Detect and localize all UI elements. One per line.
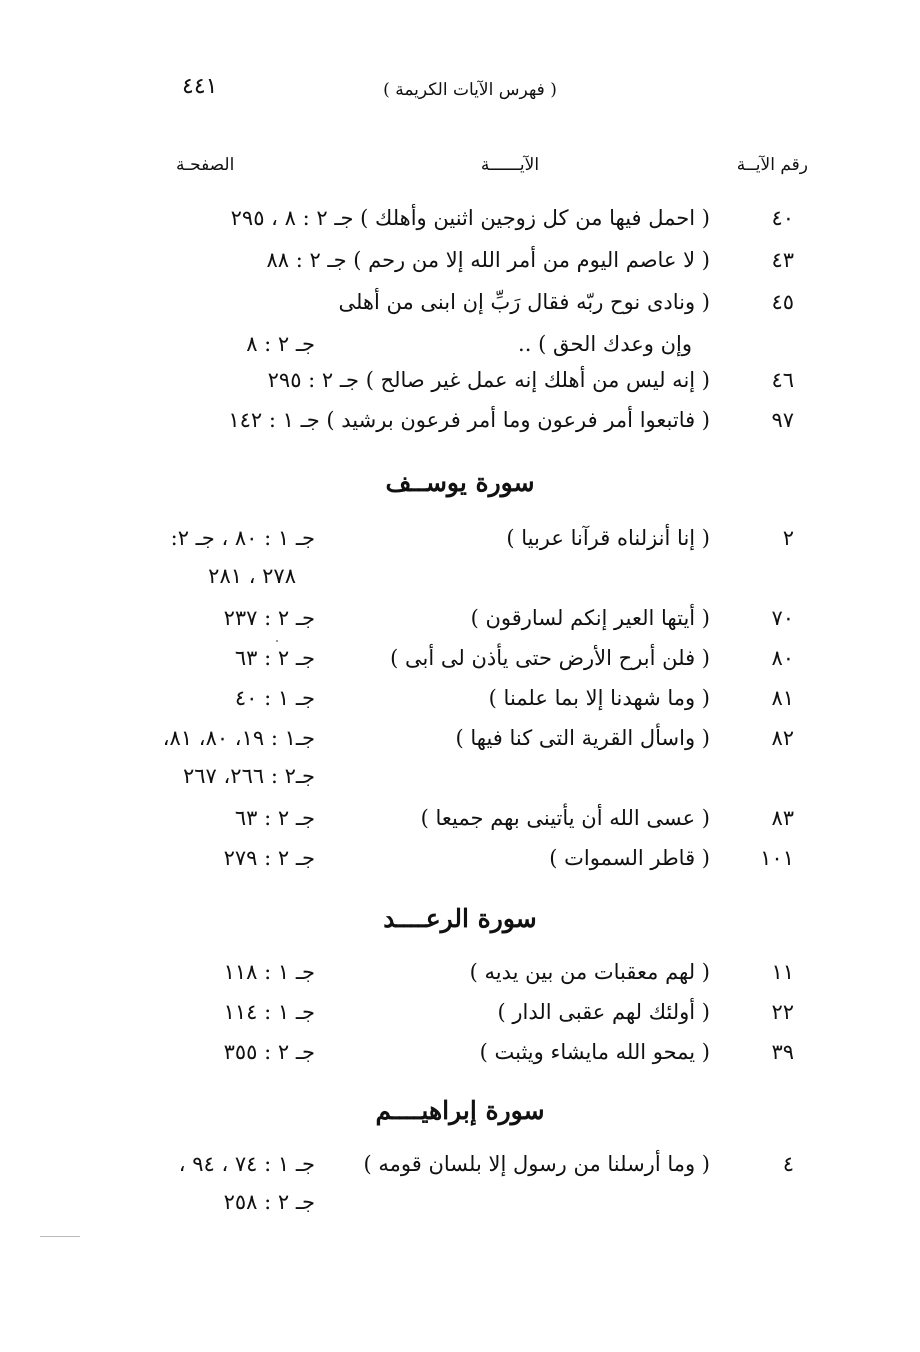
index-row (0, 646, 920, 686)
page-reference: جـ ٢ : ٦٣ (234, 646, 315, 670)
verse-text: ( يمحو الله مايشاء ويثبت ) (479, 1040, 710, 1064)
index-row (0, 248, 920, 288)
verse-text: ( إنا أنزلناه قرآنا عربيا ) (506, 526, 710, 550)
page-reference: جـ ٢ : ٢٧٩ (223, 846, 315, 870)
index-row (0, 564, 920, 604)
verse-number: ٢٢ (771, 1000, 794, 1024)
page-number: ٤٤١ (182, 74, 218, 99)
index-row (0, 408, 920, 448)
verse-number: ٤٥ (771, 290, 794, 314)
index-row (0, 1000, 920, 1040)
verse-number: ١١ (771, 960, 794, 984)
surah-heading-raad: سورة الرعــــد (383, 904, 537, 933)
index-row (0, 206, 920, 246)
index-row (0, 764, 920, 804)
verse-text: ( ونادى نوح ربّه فقال رَبِّ إن ابنى من أهلى (338, 290, 710, 314)
verse-text: ( فاتبعوا أمر فرعون وما أمر فرعون برشيد ) جـ ١ : ١٤٢ (228, 408, 710, 432)
page-reference: جـ ١ : ١١٤ (223, 1000, 315, 1024)
verse-number: ٣٩ (771, 1040, 794, 1064)
page-reference: جـ ١ : ٤٠ (234, 686, 315, 710)
page-reference: جـ ٢ : ٣٥٥ (223, 1040, 315, 1064)
page-reference: جـ ١ : ٨٠ ، جـ ٢: (170, 526, 315, 550)
verse-text: ( لهم معقبات من بين يديه ) (469, 960, 710, 984)
page-reference: جـ ١ : ٧٤ ، ٩٤ ، (178, 1152, 315, 1176)
page-reference-continued: جـ٢ : ٢٦٦، ٢٦٧ (183, 764, 315, 788)
verse-number: ٤٣ (771, 248, 794, 272)
index-row (0, 290, 920, 330)
verse-number: ٩٧ (771, 408, 794, 432)
verse-number: ٤٠ (771, 206, 794, 230)
index-row (0, 526, 920, 566)
scan-artifact-line (40, 1236, 80, 1237)
index-row (0, 606, 920, 646)
page-reference: جـ١ : ١٩، ٨٠، ٨١، (162, 726, 315, 750)
index-row (0, 332, 920, 372)
index-row (0, 686, 920, 726)
verse-text: ( لا عاصم اليوم من أمر الله إلا من رحم ) جـ ٢ : ٨٨ (266, 248, 710, 272)
verse-text: ( واسأل القرية التى كنا فيها ) (455, 726, 710, 750)
verse-number: ٨٠ (771, 646, 794, 670)
verse-text: ( فلن أبرح الأرض حتى يأذن لى أبى ) (390, 646, 710, 670)
verse-number: ٤ (782, 1152, 794, 1176)
verse-number: ٨١ (771, 686, 794, 710)
index-row (0, 960, 920, 1000)
column-header-verse: الآيــــــة (480, 155, 540, 175)
verse-number: ٢ (782, 526, 794, 550)
verse-text: ( إنه ليس من أهلك إنه عمل غير صالح ) جـ ٢ : ٢٩٥ (267, 368, 710, 392)
verse-text: ( وما شهدنا إلا بما علمنا ) (488, 686, 710, 710)
verse-text: ( احمل فيها من كل زوجين اثنين وأهلك ) جـ ٢ : ٨ ، ٢٩٥ (230, 206, 710, 230)
index-row (0, 726, 920, 766)
page-reference: جـ ٢ : ٢٣٧ (223, 606, 315, 630)
verse-number: ٤٦ (771, 368, 794, 392)
verse-text: ( عسى الله أن يأتينى بهم جميعا ) (420, 806, 710, 830)
verse-number: ٨٢ (771, 726, 794, 750)
page-reference: جـ ٢ : ٨ (246, 332, 315, 356)
surah-heading-yusuf: سورة يوســف (385, 468, 535, 497)
index-row (0, 1152, 920, 1192)
index-row (0, 846, 920, 886)
verse-number: ٨٣ (771, 806, 794, 830)
verse-text-continued: وإن وعدك الحق ) .. (518, 332, 692, 356)
page-reference-continued: جـ ٢ : ٢٥٨ (223, 1190, 315, 1214)
running-title: ( فهرس الآيات الكريمة ) (383, 80, 557, 100)
verse-text: ( قاطر السموات ) (549, 846, 710, 870)
page-reference: جـ ٢ : ٦٣ (234, 806, 315, 830)
verse-text: ( أيتها العير إنكم لسارقون ) (470, 606, 710, 630)
column-header-verse-number: رقم الآيــة (736, 155, 808, 175)
index-row (0, 1040, 920, 1080)
scan-speck (276, 640, 278, 642)
index-row (0, 368, 920, 408)
index-row (0, 1190, 920, 1230)
index-row (0, 806, 920, 846)
verse-text: ( أولئك لهم عقبى الدار ) (497, 1000, 710, 1024)
verse-number: ٧٠ (771, 606, 794, 630)
verse-number: ١٠١ (760, 846, 794, 870)
column-header-page: الصفحـة (176, 155, 235, 175)
verse-text: ( وما أرسلنا من رسول إلا بلسان قومه ) (363, 1152, 710, 1176)
page-reference: جـ ١ : ١١٨ (223, 960, 315, 984)
page-reference-continued: ٢٧٨ ، ٢٨١ (208, 564, 296, 588)
surah-heading-ibrahim: سورة إبراهيــــم (375, 1096, 545, 1125)
